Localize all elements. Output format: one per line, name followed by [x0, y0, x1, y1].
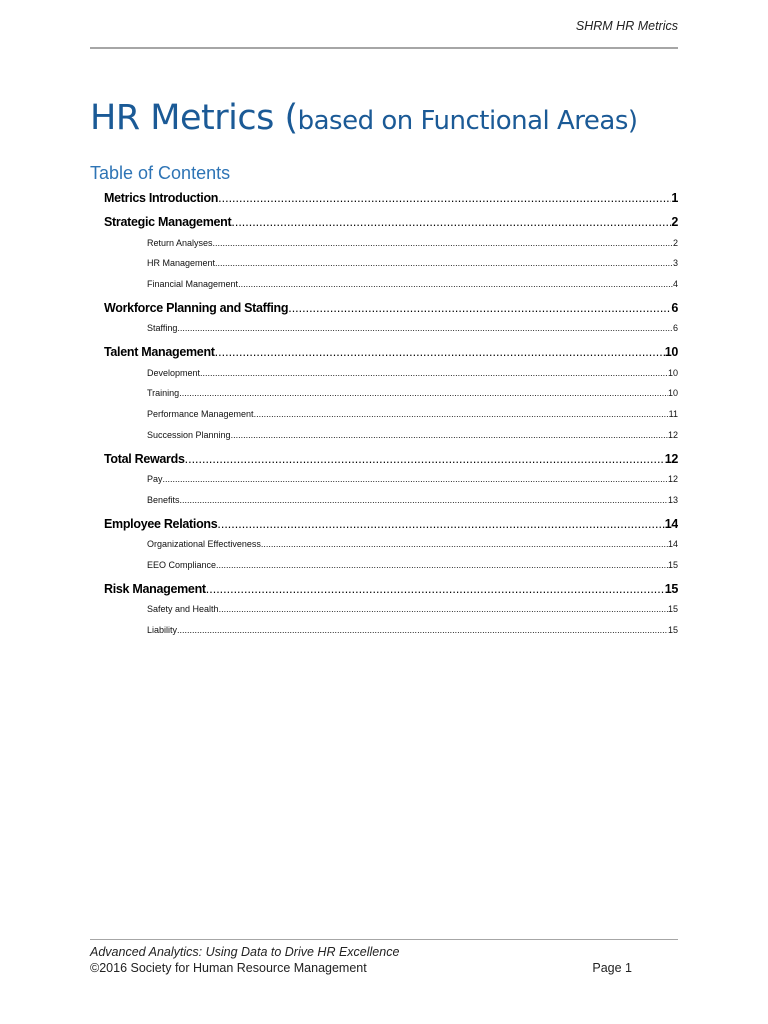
toc-entry-page: 15 — [667, 560, 678, 570]
toc-entry-page: 2 — [671, 215, 678, 229]
toc-entry-label: Development — [147, 368, 201, 378]
toc-dot-leader — [177, 323, 673, 333]
toc-section-entry[interactable] — [104, 582, 678, 598]
toc-entry-label: Total Rewards — [104, 452, 185, 466]
toc-entry-label: Financial Management — [147, 279, 239, 289]
toc-entry-label: Liability — [147, 625, 178, 635]
toc-entry-label: EEO Compliance — [147, 560, 217, 570]
toc-entry-label: Employee Relations — [104, 517, 218, 531]
toc-subsection-entry[interactable] — [147, 604, 678, 616]
toc-subsection-entry[interactable] — [147, 323, 678, 335]
toc-subsection-entry[interactable] — [147, 539, 678, 551]
toc-entry-label: Strategic Management — [104, 215, 232, 229]
toc-subsection-entry[interactable] — [147, 409, 678, 421]
toc-entry-label: Performance Management — [147, 409, 254, 419]
footer-publication-title: Advanced Analytics: Using Data to Drive HR Excellence — [90, 945, 400, 959]
toc-entry-label: Workforce Planning and Staffing — [104, 301, 289, 315]
page-title — [90, 98, 638, 138]
toc-entry-page: 10 — [664, 345, 678, 359]
toc-subsection-entry[interactable] — [147, 368, 678, 380]
toc-entry-page: 14 — [664, 517, 678, 531]
toc-dot-leader — [261, 539, 668, 549]
toc-dot-leader — [215, 345, 665, 359]
toc-dot-leader — [288, 301, 671, 315]
toc-subsection-entry[interactable] — [147, 430, 678, 442]
toc-subsection-entry[interactable] — [147, 388, 678, 400]
toc-entry-label: Staffing — [147, 323, 178, 333]
toc-section-entry[interactable] — [104, 517, 678, 533]
toc-dot-leader — [163, 474, 668, 484]
toc-entry-page: 15 — [667, 625, 678, 635]
toc-entry-label: Succession Planning — [147, 430, 231, 440]
title-paren: ( — [284, 98, 298, 138]
toc-entry-page: 1 — [671, 191, 678, 205]
toc-entry-label: HR Management — [147, 258, 216, 268]
toc-entry-page: 15 — [667, 604, 678, 614]
header-text: SHRM HR Metrics — [575, 19, 678, 33]
toc-section-entry[interactable] — [104, 191, 678, 207]
toc-entry-label: Talent Management — [104, 345, 215, 359]
toc-section-entry[interactable] — [104, 301, 678, 317]
toc-dot-leader — [238, 279, 673, 289]
toc-dot-leader — [180, 495, 668, 505]
toc-entry-page: 6 — [671, 301, 678, 315]
toc-entry-label: Safety and Health — [147, 604, 219, 614]
toc-entry-page: 10 — [667, 388, 678, 398]
toc-dot-leader — [177, 625, 668, 635]
toc-entry-label: Metrics Introduction — [104, 191, 219, 205]
toc-entry-label: Return Analyses — [147, 238, 213, 248]
toc-subsection-entry[interactable] — [147, 258, 678, 270]
footer-page-number: Page 1 — [592, 961, 632, 975]
header-divider — [90, 47, 678, 49]
toc-entry-page: 14 — [667, 539, 678, 549]
toc-dot-leader — [185, 452, 665, 466]
toc-entry-page: 2 — [672, 238, 678, 248]
toc-entry-label: Benefits — [147, 495, 180, 505]
toc-entry-page: 12 — [667, 474, 678, 484]
toc-subsection-entry[interactable] — [147, 238, 678, 250]
footer-copyright: ©2016 Society for Human Resource Management — [90, 961, 367, 975]
toc-dot-leader — [218, 191, 671, 205]
toc-dot-leader — [213, 238, 673, 248]
toc-dot-leader — [215, 258, 673, 268]
toc-dot-leader — [231, 215, 671, 229]
toc-heading: Table of Contents — [90, 163, 231, 183]
toc-entry-page: 12 — [667, 430, 678, 440]
toc-section-entry[interactable] — [104, 452, 678, 468]
toc-dot-leader — [216, 560, 668, 570]
toc-dot-leader — [254, 409, 669, 419]
toc-entry-label: Risk Management — [104, 582, 206, 596]
toc-subsection-entry[interactable] — [147, 495, 678, 507]
title-subtitle: based on Functional Areas) — [297, 106, 638, 136]
toc-entry-page: 6 — [672, 323, 678, 333]
toc-subsection-entry[interactable] — [147, 474, 678, 486]
toc-entry-page: 3 — [672, 258, 678, 268]
toc-dot-leader — [206, 582, 665, 596]
toc-subsection-entry[interactable] — [147, 279, 678, 291]
toc-entry-page: 15 — [664, 582, 678, 596]
toc-entry-page: 13 — [667, 495, 678, 505]
title-main: HR Metrics — [90, 98, 285, 138]
toc-dot-leader — [179, 388, 668, 398]
toc-dot-leader — [217, 517, 664, 531]
toc-entry-page: 12 — [664, 452, 678, 466]
toc-dot-leader — [219, 604, 668, 614]
toc-entry-label: Organizational Effectiveness — [147, 539, 261, 549]
toc-entry-label: Pay — [147, 474, 163, 484]
toc-dot-leader — [231, 430, 668, 440]
toc-entry-label: Training — [147, 388, 180, 398]
toc-dot-leader — [200, 368, 668, 378]
toc-section-entry[interactable] — [104, 215, 678, 231]
toc-entry-page: 4 — [672, 279, 678, 289]
toc-subsection-entry[interactable] — [147, 560, 678, 572]
toc-entry-page: 11 — [668, 409, 678, 419]
toc-subsection-entry[interactable] — [147, 625, 678, 637]
toc-entry-page: 10 — [667, 368, 678, 378]
toc-section-entry[interactable] — [104, 345, 678, 361]
footer-divider — [90, 939, 678, 940]
